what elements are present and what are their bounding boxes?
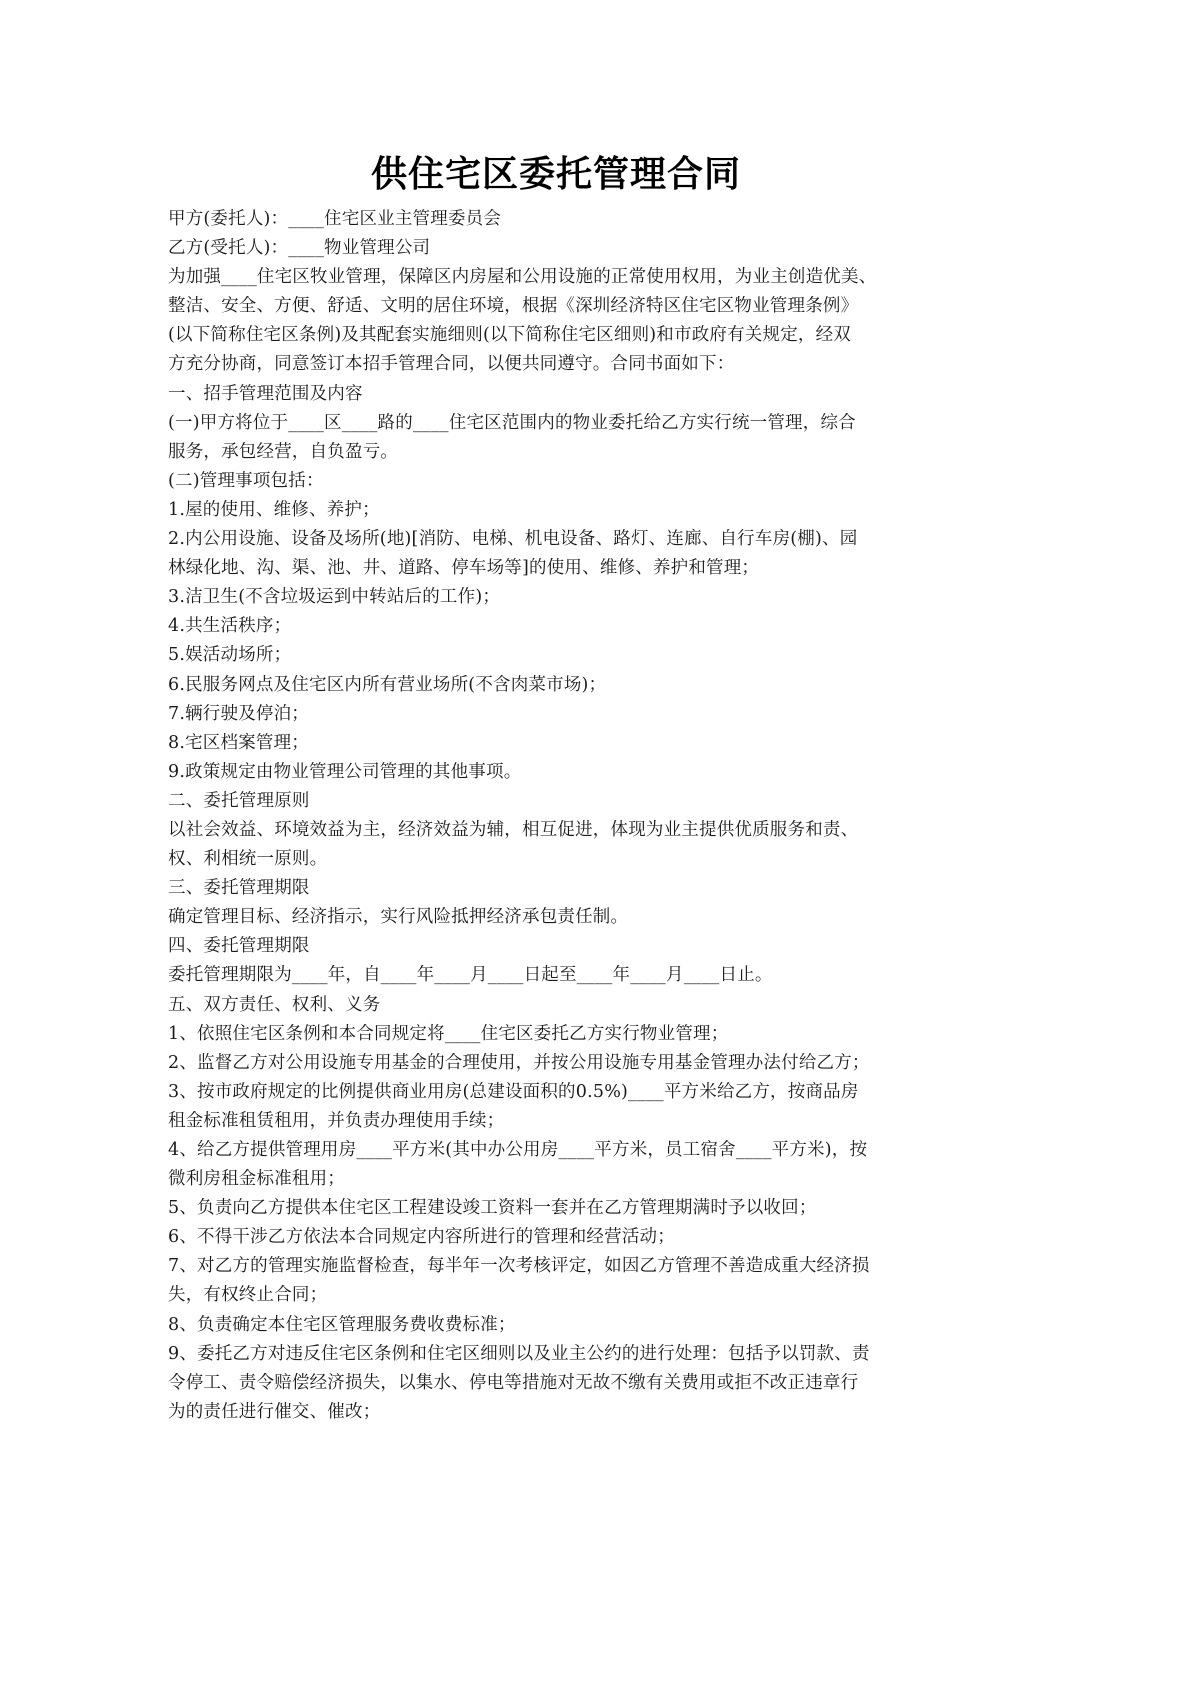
list-item: 3.洁卫生(不含垃圾运到中转站后的工作)； xyxy=(168,587,501,608)
list-item: 1、依照住宅区条例和本合同规定将____住宅区委托乙方实行物业管理； xyxy=(168,1023,729,1044)
list-item: 7、对乙方的管理实施监督检查，每半年一次考核评定，如因乙方管理不善造成重大经济损 xyxy=(168,1256,870,1277)
paragraph-line: 确定管理目标、经济指示，实行风险抵押经济承包责任制。 xyxy=(168,907,629,928)
list-item: 林绿化地、沟、渠、池、井、道路、停车场等]的使用、维修、养护和管理； xyxy=(168,558,760,579)
section-heading-2: 二、委托管理原则 xyxy=(168,790,310,811)
paragraph-line: 委托管理期限为____年，自____年____月____日起至____年____月____日止。 xyxy=(168,965,773,986)
list-item: 6、不得干涉乙方依法本合同规定内容所进行的管理和经营活动； xyxy=(168,1227,675,1248)
list-item: 9、委托乙方对违反住宅区条例和住宅区细则以及业主公约的进行处理：包括予以罚款、责 xyxy=(168,1343,870,1364)
list-item: 1.屋的使用、维修、养护； xyxy=(168,499,380,520)
paragraph-line: 服务，承包经营，自负盈亏。 xyxy=(168,441,399,462)
list-item: 为的责任进行催交、催改； xyxy=(168,1401,381,1422)
list-item: 6.民服务网点及住宅区内所有营业场所(不含肉菜市场)； xyxy=(168,674,607,695)
list-item: 9.政策规定由物业管理公司管理的其他事项。 xyxy=(168,761,522,782)
paragraph-line: (一)甲方将位于____区____路的____住宅区范围内的物业委托给乙方实行统一管理，综合 xyxy=(168,412,856,433)
list-item: 5.娱活动场所； xyxy=(168,645,292,666)
section-heading-4: 四、委托管理期限 xyxy=(168,936,310,957)
paragraph-line: (二)管理事项包括： xyxy=(168,470,324,491)
list-item: 7.辆行驶及停泊； xyxy=(168,703,309,724)
preamble-line: 方充分协商，同意签订本招手管理合同，以便共同遵守。合同书面如下： xyxy=(168,354,735,375)
document-title: 供住宅区委托管理合同 xyxy=(370,154,741,195)
list-item: 8.宅区档案管理； xyxy=(168,732,309,753)
document-body xyxy=(168,205,948,1427)
list-item: 4、给乙方提供管理用房____平方米(其中办公用房____平方米，员工宿舍____平方米)，按 xyxy=(168,1140,868,1160)
preamble-line: (以下简称住宅区条例)及其配套实施细则(以下简称住宅区细则)和市政府有关规定，经双 xyxy=(168,325,852,346)
list-item: 5、负责向乙方提供本住宅区工程建设竣工资料一套并在乙方管理期满时予以收回； xyxy=(168,1198,817,1219)
list-item: 3、按市政府规定的比例提供商业用房(总建设面积的0.5%)____平方米给乙方，按商品房 xyxy=(168,1081,859,1102)
party-a-line: 甲方(委托人)：____住宅区业主管理委员会 xyxy=(168,209,502,229)
list-item: 租金标准租赁租用，并负责办理使用手续； xyxy=(168,1110,505,1131)
list-item: 2.内公用设施、设备及场所(地)[消防、电梯、机电设备、路灯、连廊、自行车房(棚)、园 xyxy=(168,529,858,550)
list-item: 微利房租金标准租用； xyxy=(168,1169,345,1190)
list-item: 令停工、责令赔偿经济损失，以集水、停电等措施对无故不缴有关费用或拒不改正违章行 xyxy=(168,1372,859,1393)
section-heading-5: 五、双方责任、权利、义务 xyxy=(168,994,381,1015)
paragraph-line: 权、利相统一原则。 xyxy=(168,849,328,870)
list-item: 2、监督乙方对公用设施专用基金的合理使用，并按公用设施专用基金管理办法付给乙方； xyxy=(168,1052,870,1073)
list-item: 8、负责确定本住宅区管理服务费收费标准； xyxy=(168,1314,516,1335)
preamble-line: 为加强____住宅区牧业管理，保障区内房屋和公用设施的正常使用权用，为业主创造优美、 xyxy=(168,267,877,288)
paragraph-line: 以社会效益、环境效益为主，经济效益为辅，相互促进，体现为业主提供优质服务和责、 xyxy=(168,819,859,840)
section-heading-1: 一、招手管理范围及内容 xyxy=(168,383,363,404)
list-item: 4.共生活秩序； xyxy=(168,616,292,637)
list-item: 失，有权终止合同； xyxy=(168,1285,328,1306)
section-heading-3: 三、委托管理期限 xyxy=(168,878,310,899)
party-b-line: 乙方(受托人)：____物业管理公司 xyxy=(168,238,431,259)
preamble-line: 整洁、安全、方便、舒适、文明的居住环境，根据《深圳经济特区住宅区物业管理条例》 xyxy=(168,296,859,317)
